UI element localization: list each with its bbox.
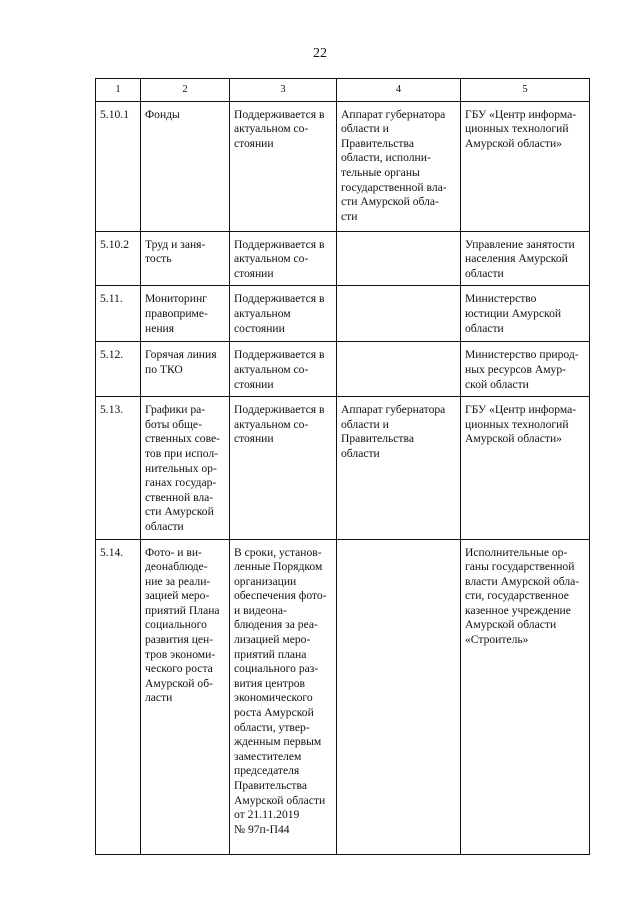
row-number: 5.13. [96, 397, 141, 539]
row-status: Поддерживается в актуальном со- стоянии [230, 101, 337, 231]
row-number: 5.10.1 [96, 101, 141, 231]
row-owner: Аппарат губернатора области и Правительства области [337, 397, 461, 539]
row-status: Поддерживается в актуальном со- стоянии [230, 342, 337, 397]
table-row [96, 342, 590, 397]
row-operator: Исполнительные ор- ганы государственной власти Амурской обла- сти, государственное казенное учреждение Амурской области «Строитель» [461, 539, 590, 854]
row-number: 5.14. [96, 539, 141, 854]
row-status: Поддерживается в актуальном состоянии [230, 286, 337, 342]
row-name: Фото- и ви- деонаблюде- ние за реали- зацией меро- приятий Плана социального развития цен- тров экономи- ческого роста Амурской об- ласти [141, 539, 230, 854]
row-operator: Управление занятости населения Амурской области [461, 231, 590, 286]
column-header-5: 5 [461, 79, 590, 102]
row-operator: Министерство природ- ных ресурсов Амур- ской области [461, 342, 590, 397]
row-name: Графики ра- боты обще- ственных сове- тов при испол- нительных ор- ганах государ- ственной вла- сти Амурской области [141, 397, 230, 539]
row-number: 5.12. [96, 342, 141, 397]
row-name: Мониторинг правоприме- нения [141, 286, 230, 342]
column-header-3: 3 [230, 79, 337, 102]
row-owner [337, 539, 461, 854]
row-name: Фонды [141, 101, 230, 231]
row-number: 5.11. [96, 286, 141, 342]
column-header-1: 1 [96, 79, 141, 102]
header-row [96, 79, 590, 102]
row-operator: ГБУ «Центр информа- ционных технологий Амурской области» [461, 101, 590, 231]
column-header-4: 4 [337, 79, 461, 102]
column-header-2: 2 [141, 79, 230, 102]
row-owner [337, 231, 461, 286]
row-owner [337, 286, 461, 342]
row-name: Горячая линия по ТКО [141, 342, 230, 397]
table-row [96, 231, 590, 286]
registry-table [95, 78, 590, 855]
table-row [96, 397, 590, 539]
table-row [96, 286, 590, 342]
row-owner [337, 342, 461, 397]
page-number: 22 [313, 46, 327, 61]
row-status: Поддерживается в актуальном со- стоянии [230, 397, 337, 539]
table-row [96, 539, 590, 854]
row-status: В сроки, установ- ленные Порядком организации обеспечения фото- и видеона- блюдения за реа- лизацией меро- приятий плана социального раз- вития центров экономического роста Амурской области, утвер- жденным первым заместителем председателя Правительства Амурской области от 21.11.2019 № 97п-П44 [230, 539, 337, 854]
row-operator: Министерство юстиции Амурской области [461, 286, 590, 342]
table-row [96, 101, 590, 231]
row-owner: Аппарат губернатора области и Правительства области, исполни- тельные органы государственной вла- сти Амурской обла- сти [337, 101, 461, 231]
row-status: Поддерживается в актуальном со- стоянии [230, 231, 337, 286]
row-operator: ГБУ «Центр информа- ционных технологий Амурской области» [461, 397, 590, 539]
row-name: Труд и заня- тость [141, 231, 230, 286]
row-number: 5.10.2 [96, 231, 141, 286]
